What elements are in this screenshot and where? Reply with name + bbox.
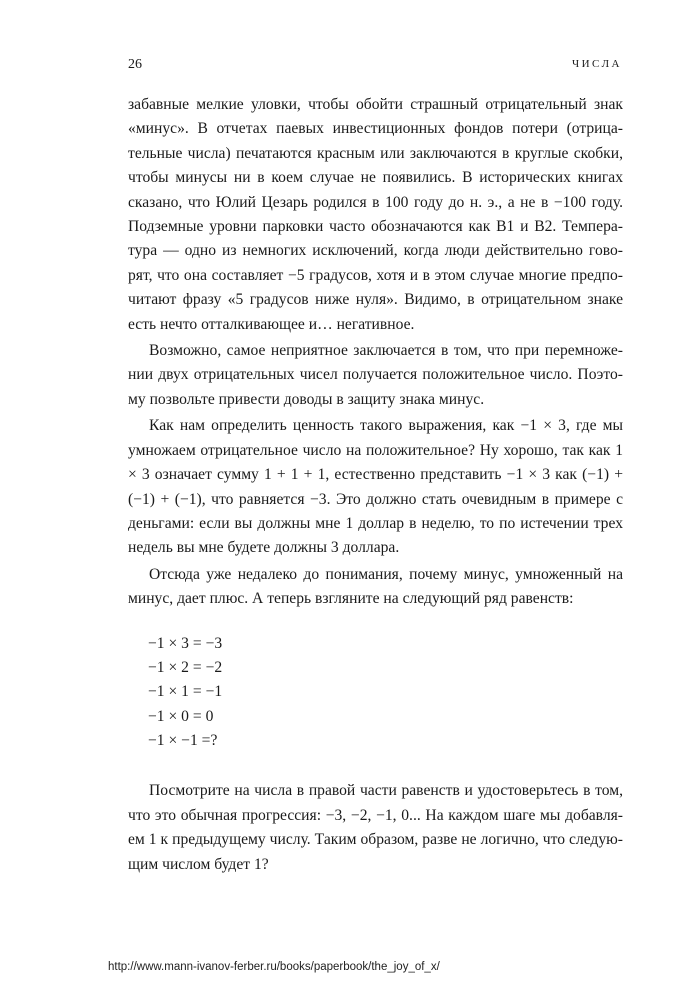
paragraph: Посмотрите на числа в правой части равенств и удостоверьтесь в том, что это обычная прогрессия: −3, −2, −1, 0... На каждом шаге мы добавляем 1 к предыдущему числу. Таким образом, разве не логично, что следующим числом будет 1? [128,782,623,873]
equation: −1 × −1 =? [148,732,218,750]
paragraph: Как нам определить ценность такого выражения, как −1 × 3, где мы умножаем отрицательное число на положительное? Ну хорошо, так как 1 × 3 означает сумму 1 + 1 + 1, естественно представить −1 × 3 как (−1) + (−1) + (−1), что равняется −3. Это должно стать очевидным в примере с деньгами: если вы должны мне 1 доллар в неделю, то по истечении трех недель вы мне будете должны 3 доллара. [128,417,623,557]
equation: −1 × 2 = −2 [148,658,223,676]
footer-url[interactable]: http://www.mann-ivanov-ferber.ru/books/paperbook/the_joy_of_x/ [108,961,440,973]
equation: −1 × 1 = −1 [148,683,223,701]
equation: −1 × 0 = 0 [148,707,214,725]
paragraph: забавные мелкие уловки, чтобы обойти страшный отрицательный знак «минус». В отчетах паевых инвестиционных фондов потери (отрицательные числа) печатаются красным или заключаются в круглые скобки, чтобы минусы ни в коем случае не появились. В исторических книгах сказано, что Юлий Цезарь родился в 100 году до н. э., а не в −100 году. Подземные уровни парковки часто обозначаются как B1 и B2. Температура — одно из немногих исключений, когда люди действительно говорят, что она составляет −5 градусов, хотя и в этом случае многие предпочитают фразу «5 градусов ниже нуля». Видимо, в отрицательном знаке есть нечто отталкивающее и… негативное. [128,96,623,333]
paragraph: Отсюда уже недалеко до понимания, почему минус, умноженный на минус, дает плюс. А теперь взгляните на следующий ряд равенств: [128,565,623,608]
equation-list [128,632,623,754]
body-text [128,93,623,877]
page-number: 26 [128,57,142,72]
paragraph: Возможно, самое неприятное заключается в том, что при перемножении двух отрицательных чисел получается положительное число. Поэтому позвольте привести доводы в защиту знака минус. [128,342,623,408]
running-title: ЧИСЛА [571,58,622,70]
equation: −1 × 3 = −3 [148,634,223,652]
